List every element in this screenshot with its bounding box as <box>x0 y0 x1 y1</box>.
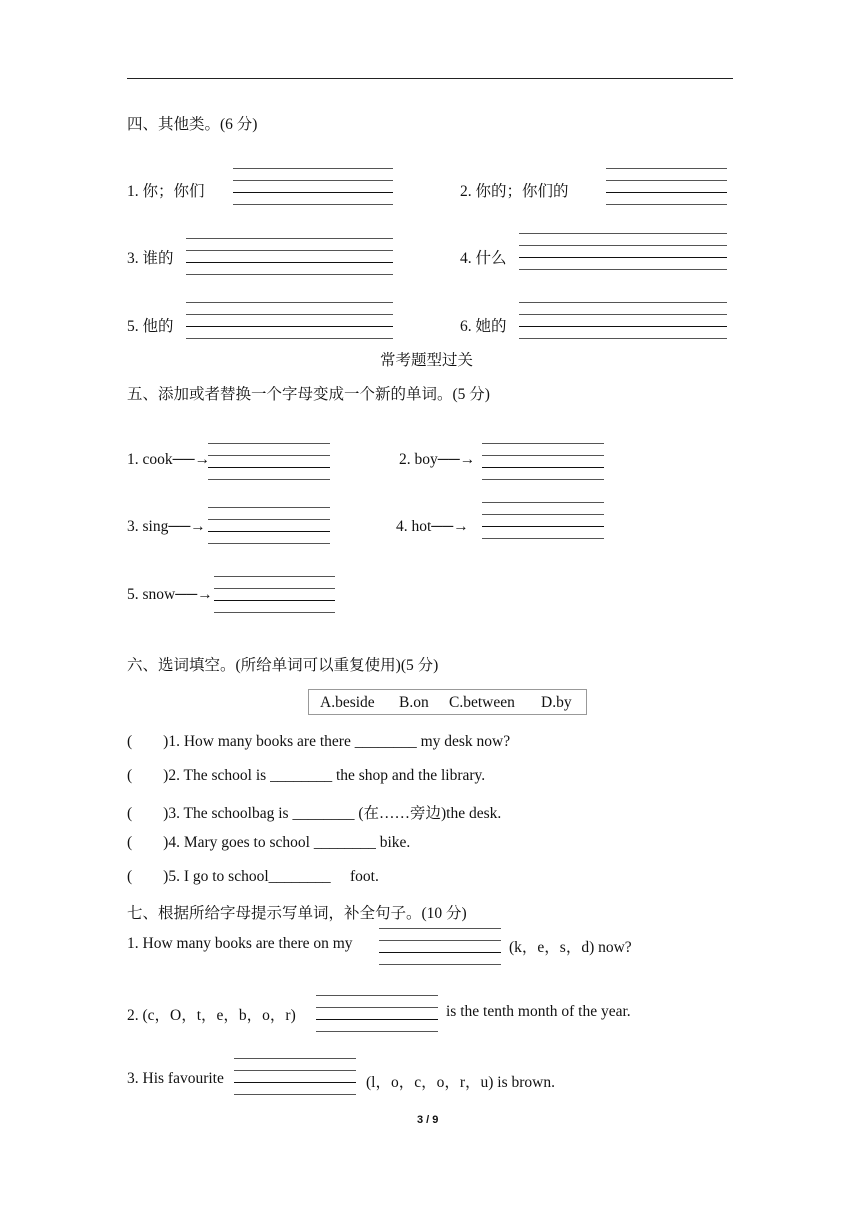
s4-item-2: 2. 你的；你们的 <box>460 183 569 200</box>
s7-q2-before: 2. (c，O，t，e，b，o，r) <box>127 1007 296 1024</box>
option-c: C.between <box>449 694 515 711</box>
section4-title: 四、其他类。(6 分) <box>127 116 258 133</box>
s4-answer-grid-1[interactable] <box>233 168 393 204</box>
s5-answer-grid-1[interactable] <box>208 443 330 479</box>
s4-answer-grid-6[interactable] <box>519 302 727 338</box>
s4-item-6: 6. 她的 <box>460 318 507 335</box>
s7-q1-after: (k，e，s，d) now? <box>509 939 632 956</box>
s5-answer-grid-4[interactable] <box>482 502 604 538</box>
s7-q2-after: is the tenth month of the year. <box>446 1003 631 1020</box>
s4-item-3: 3. 谁的 <box>127 250 174 267</box>
s4-item-4: 4. 什么 <box>460 250 507 267</box>
option-a: A.beside <box>320 694 375 711</box>
s4-item-5: 5. 他的 <box>127 318 174 335</box>
s5-item-3: 3. sing──→ <box>127 518 206 535</box>
s6-question-5: ( )5. I go to school________ foot. <box>127 868 379 885</box>
s5-item-5: 5. snow──→ <box>127 586 213 603</box>
section-banner: 常考题型过关 <box>380 352 474 369</box>
section5-title: 五、添加或者替换一个字母变成一个新的单词。(5 分) <box>127 386 490 403</box>
s6-question-3: ( )3. The schoolbag is ________ (在……旁边)the desk. <box>127 805 502 822</box>
s5-answer-grid-5[interactable] <box>214 576 335 612</box>
s4-answer-grid-3[interactable] <box>186 238 393 274</box>
s5-answer-grid-2[interactable] <box>482 443 604 479</box>
option-b: B.on <box>399 694 429 711</box>
word-options-box <box>308 689 587 715</box>
s5-item-2: 2. boy──→ <box>399 451 476 468</box>
option-d: D.by <box>541 694 572 711</box>
s7-answer-grid-1[interactable] <box>379 928 501 964</box>
s4-answer-grid-2[interactable] <box>606 168 727 204</box>
s7-q1-before: 1. How many books are there on my <box>127 935 353 952</box>
s6-question-4: ( )4. Mary goes to school ________ bike. <box>127 834 411 851</box>
s6-question-1: ( )1. How many books are there ________ my desk now? <box>127 733 511 750</box>
s7-answer-grid-2[interactable] <box>316 995 438 1031</box>
s6-question-2: ( )2. The school is ________ the shop and the library. <box>127 767 486 784</box>
s7-answer-grid-3[interactable] <box>234 1058 356 1094</box>
section6-title: 六、选词填空。(所给单词可以重复使用)(5 分) <box>127 657 439 674</box>
s7-q3-after: (l，o，c，o，r，u) is brown. <box>366 1074 555 1091</box>
s5-item-1: 1. cook──→ <box>127 451 211 468</box>
s4-answer-grid-4[interactable] <box>519 233 727 269</box>
page-number: 3 / 9 <box>417 1114 439 1126</box>
s7-q3-before: 3. His favourite <box>127 1070 224 1087</box>
s4-item-1: 1. 你；你们 <box>127 183 205 200</box>
s5-answer-grid-3[interactable] <box>208 507 330 543</box>
section7-title: 七、根据所给字母提示写单词，补全句子。(10 分) <box>127 905 467 922</box>
top-rule <box>127 78 733 79</box>
s5-item-4: 4. hot──→ <box>396 518 469 535</box>
s4-answer-grid-5[interactable] <box>186 302 393 338</box>
